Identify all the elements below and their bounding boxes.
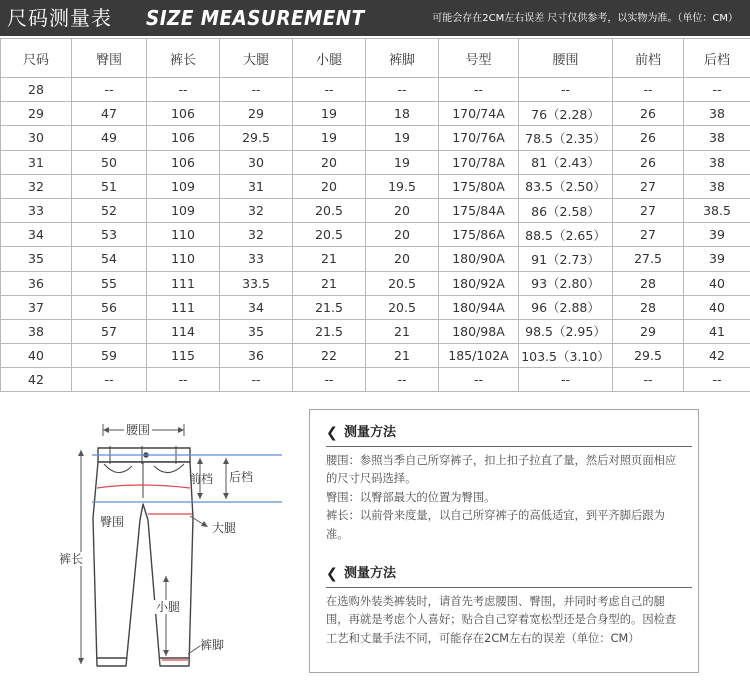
table-cell: 106 — [147, 126, 220, 150]
table-cell: 114 — [147, 319, 220, 343]
table-cell: 86（2.58） — [519, 198, 613, 222]
table-cell: 180/90A — [439, 247, 519, 271]
table-cell: 19 — [293, 126, 366, 150]
label-hem: 裤脚 — [200, 638, 225, 652]
table-row — [1, 344, 750, 368]
table-cell: 47 — [72, 102, 147, 126]
table-cell: -- — [220, 78, 293, 102]
table-cell: 29.5 — [613, 344, 684, 368]
table-cell: 175/86A — [439, 223, 519, 247]
table-cell: 111 — [147, 295, 220, 319]
table-cell: 33 — [220, 247, 293, 271]
table-cell: 91（2.73） — [519, 247, 613, 271]
table-cell: 96（2.88） — [519, 295, 613, 319]
table-cell: 35 — [220, 319, 293, 343]
table-cell: 55 — [72, 271, 147, 295]
table-cell: 29 — [1, 102, 72, 126]
table-cell: 35 — [1, 247, 72, 271]
table-cell: 81（2.43） — [519, 150, 613, 174]
method-section-1-header — [326, 424, 686, 444]
table-cell: 40 — [684, 271, 750, 295]
table-cell: 57 — [72, 319, 147, 343]
chevron-left-icon: ❮ — [326, 425, 338, 441]
method-text-length: 裤长：以前骨来度量，以自己所穿裤子的高低适宜，到平齐脚后跟为准。 — [326, 509, 665, 541]
column-header: 后档 — [684, 39, 750, 78]
table-cell: 27.5 — [613, 247, 684, 271]
table-cell: 109 — [147, 174, 220, 198]
table-cell: 115 — [147, 344, 220, 368]
table-cell: 20 — [293, 150, 366, 174]
table-row — [1, 198, 750, 222]
table-cell: 78.5（2.35） — [519, 126, 613, 150]
table-cell: 54 — [72, 247, 147, 271]
table-cell: 175/80A — [439, 174, 519, 198]
table-cell: 106 — [147, 150, 220, 174]
table-cell: 76（2.28） — [519, 102, 613, 126]
table-row — [1, 368, 750, 392]
table-cell: 34 — [220, 295, 293, 319]
method-section-1-title: 测量方法 — [344, 425, 397, 440]
table-cell: 19 — [366, 150, 439, 174]
table-cell: 98.5（2.95） — [519, 319, 613, 343]
page-title: 尺码测量表 — [7, 6, 112, 30]
table-cell: 38 — [684, 126, 750, 150]
table-cell: 38 — [1, 319, 72, 343]
table-cell: 109 — [147, 198, 220, 222]
table-cell: -- — [519, 368, 613, 392]
table-cell: 52 — [72, 198, 147, 222]
table-cell: -- — [72, 368, 147, 392]
table-cell: 36 — [1, 271, 72, 295]
table-cell: 180/94A — [439, 295, 519, 319]
table-cell: -- — [519, 78, 613, 102]
table-cell: 83.5（2.50） — [519, 174, 613, 198]
table-cell: 42 — [1, 368, 72, 392]
divider — [326, 587, 692, 588]
table-cell: 18 — [366, 102, 439, 126]
table-row — [1, 223, 750, 247]
table-cell: 26 — [613, 126, 684, 150]
table-cell: 21 — [366, 344, 439, 368]
table-cell: 53 — [72, 223, 147, 247]
table-cell: 29 — [220, 102, 293, 126]
table-cell: 20 — [366, 223, 439, 247]
table-cell: 20.5 — [366, 295, 439, 319]
table-cell: 20 — [366, 247, 439, 271]
table-cell: -- — [684, 78, 750, 102]
table-cell: 38 — [684, 150, 750, 174]
label-calf: 小腿 — [156, 600, 181, 614]
table-cell: -- — [439, 368, 519, 392]
label-back-rise: 后档 — [229, 470, 254, 484]
table-cell: 38 — [684, 102, 750, 126]
table-cell: 30 — [220, 150, 293, 174]
table-cell: 20.5 — [366, 271, 439, 295]
table-cell: 33.5 — [220, 271, 293, 295]
label-hip: 臀围 — [100, 515, 125, 529]
table-cell: -- — [147, 368, 220, 392]
table-cell: 51 — [72, 174, 147, 198]
table-cell: 31 — [1, 150, 72, 174]
page-title-english: SIZE MEASUREMENT — [146, 6, 365, 30]
table-cell: 37 — [1, 295, 72, 319]
table-cell: 185/102A — [439, 344, 519, 368]
table-cell: -- — [293, 78, 366, 102]
method-section-2-title: 测量方法 — [344, 566, 397, 581]
table-cell: 31 — [220, 174, 293, 198]
table-cell: 32 — [1, 174, 72, 198]
table-row — [1, 271, 750, 295]
table-cell: 42 — [684, 344, 750, 368]
table-cell: 32 — [220, 198, 293, 222]
table-cell: 29 — [613, 319, 684, 343]
column-header: 大腿 — [220, 39, 293, 78]
table-cell: 19.5 — [366, 174, 439, 198]
table-cell: 19 — [366, 126, 439, 150]
table-cell: -- — [613, 368, 684, 392]
method-text-waist: 腰围：参照当季自己所穿裤子，扣上扣子拉直了量，然后对照页面相应的尺寸尺码选择。 — [326, 454, 677, 486]
table-cell: -- — [439, 78, 519, 102]
table-row — [1, 247, 750, 271]
table-header-row — [1, 39, 750, 78]
table-cell: 170/76A — [439, 126, 519, 150]
divider — [326, 446, 692, 447]
table-cell: 39 — [684, 247, 750, 271]
table-cell: 111 — [147, 271, 220, 295]
table-cell: 29.5 — [220, 126, 293, 150]
method-text-hip: 臀围：以臀部最大的位置为臀围。 — [326, 490, 496, 504]
table-cell: -- — [366, 368, 439, 392]
table-cell: 34 — [1, 223, 72, 247]
pants-diagram — [0, 408, 300, 678]
table-cell: 170/78A — [439, 150, 519, 174]
table-cell: -- — [613, 78, 684, 102]
label-waist: 腰围 — [126, 423, 151, 437]
table-cell: 26 — [613, 150, 684, 174]
method-section-2-header — [326, 565, 686, 585]
method-section-2 — [326, 565, 686, 648]
table-row — [1, 150, 750, 174]
table-cell: 20 — [366, 198, 439, 222]
table-cell: 41 — [684, 319, 750, 343]
column-header: 号型 — [439, 39, 519, 78]
size-table — [0, 38, 750, 392]
column-header: 尺码 — [1, 39, 72, 78]
table-cell: 88.5（2.65） — [519, 223, 613, 247]
table-cell: -- — [72, 78, 147, 102]
column-header: 前档 — [613, 39, 684, 78]
table-cell: 36 — [220, 344, 293, 368]
table-cell: 27 — [613, 174, 684, 198]
table-row — [1, 295, 750, 319]
table-cell: 28 — [1, 78, 72, 102]
table-cell: 175/84A — [439, 198, 519, 222]
table-cell: 19 — [293, 102, 366, 126]
table-cell: 22 — [293, 344, 366, 368]
table-cell: 38 — [684, 174, 750, 198]
table-cell: 170/74A — [439, 102, 519, 126]
column-header: 腰围 — [519, 39, 613, 78]
table-cell: 50 — [72, 150, 147, 174]
column-header: 臀围 — [72, 39, 147, 78]
table-cell: 39 — [684, 223, 750, 247]
table-cell: -- — [293, 368, 366, 392]
table-cell: 110 — [147, 247, 220, 271]
table-cell: 21 — [293, 247, 366, 271]
table-cell: -- — [366, 78, 439, 102]
pants-illustration — [0, 408, 300, 678]
table-cell: 59 — [72, 344, 147, 368]
table-cell: 93（2.80） — [519, 271, 613, 295]
table-cell: 180/98A — [439, 319, 519, 343]
table-cell: 27 — [613, 223, 684, 247]
table-cell: 103.5（3.10） — [519, 344, 613, 368]
label-front-rise: 前档 — [189, 472, 214, 486]
label-thigh: 大腿 — [212, 521, 237, 535]
method-text-advice: 在选购外装类裤装时，请首先考虑腰围、臀围，并同时考虑自己的腿围，再就是考虑个人喜好；贴合自己穿着宽松型还是合身型的。因检查工艺和丈量手法不同，可能存在2CM左右的误差（单位：CM） — [326, 595, 677, 645]
table-cell: -- — [684, 368, 750, 392]
table-row — [1, 319, 750, 343]
table-cell: 56 — [72, 295, 147, 319]
table-cell: 38.5 — [684, 198, 750, 222]
table-row — [1, 174, 750, 198]
table-cell: 20.5 — [293, 223, 366, 247]
table-cell: 28 — [613, 271, 684, 295]
table-cell: 26 — [613, 102, 684, 126]
header-note: 可能会存在2CM左右误差 尺寸仅供参考，以实物为准。（单位：CM） — [432, 13, 738, 24]
table-cell: 27 — [613, 198, 684, 222]
header-bar — [0, 0, 750, 36]
table-cell: 21.5 — [293, 295, 366, 319]
table-body — [1, 78, 750, 392]
table-row — [1, 102, 750, 126]
table-cell: 20.5 — [293, 198, 366, 222]
table-cell: -- — [147, 78, 220, 102]
table-cell: 20 — [293, 174, 366, 198]
method-section-1 — [326, 424, 686, 544]
table-cell: 28 — [613, 295, 684, 319]
measurement-method-box — [309, 409, 699, 673]
table-row — [1, 126, 750, 150]
table-cell: 40 — [1, 344, 72, 368]
table-cell: 49 — [72, 126, 147, 150]
table-cell: 21 — [293, 271, 366, 295]
column-header: 裤长 — [147, 39, 220, 78]
label-length: 裤长 — [59, 552, 84, 566]
column-header: 裤脚 — [366, 39, 439, 78]
table-cell: 106 — [147, 102, 220, 126]
table-cell: 32 — [220, 223, 293, 247]
table-row — [1, 78, 750, 102]
table-cell: 21 — [366, 319, 439, 343]
table-cell: 33 — [1, 198, 72, 222]
table-cell: -- — [220, 368, 293, 392]
table-cell: 180/92A — [439, 271, 519, 295]
table-cell: 110 — [147, 223, 220, 247]
chevron-left-icon: ❮ — [326, 566, 338, 582]
table-cell: 30 — [1, 126, 72, 150]
column-header: 小腿 — [293, 39, 366, 78]
table-cell: 40 — [684, 295, 750, 319]
table-cell: 21.5 — [293, 319, 366, 343]
